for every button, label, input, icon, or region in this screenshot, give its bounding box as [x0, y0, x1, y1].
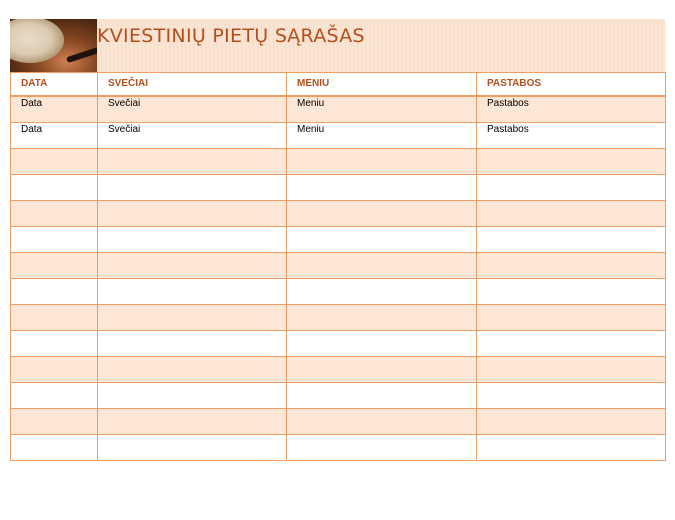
notes-cell[interactable]: [477, 331, 666, 357]
date-cell[interactable]: Data: [11, 96, 98, 123]
table-row: [11, 201, 666, 227]
guests-cell[interactable]: [98, 175, 287, 201]
menu-cell[interactable]: [287, 227, 477, 253]
menu-cell[interactable]: [287, 409, 477, 435]
date-cell[interactable]: [11, 201, 98, 227]
notes-cell[interactable]: Pastabos: [477, 123, 666, 149]
date-cell[interactable]: [11, 279, 98, 305]
date-cell[interactable]: [11, 435, 98, 461]
guests-cell[interactable]: [98, 409, 287, 435]
date-cell[interactable]: [11, 227, 98, 253]
table-row: [11, 149, 666, 175]
table-row: [11, 123, 666, 149]
spoon-shape: [66, 47, 97, 63]
notes-cell[interactable]: [477, 279, 666, 305]
menu-cell[interactable]: [287, 279, 477, 305]
notes-cell[interactable]: [477, 409, 666, 435]
column-header-guests: SVEČIAI: [98, 73, 287, 97]
menu-cell[interactable]: [287, 435, 477, 461]
date-cell[interactable]: [11, 175, 98, 201]
date-cell[interactable]: [11, 409, 98, 435]
guests-cell[interactable]: [98, 305, 287, 331]
menu-cell[interactable]: [287, 305, 477, 331]
notes-cell[interactable]: [477, 201, 666, 227]
dinner-list-table: [10, 72, 666, 461]
page-title: KVIESTINIŲ PIETŲ SĄRAŠAS: [97, 25, 365, 47]
table-row: [11, 383, 666, 409]
notes-cell[interactable]: [477, 305, 666, 331]
date-cell[interactable]: [11, 331, 98, 357]
guests-cell[interactable]: [98, 357, 287, 383]
notes-cell[interactable]: [477, 435, 666, 461]
notes-cell[interactable]: [477, 357, 666, 383]
date-cell[interactable]: [11, 383, 98, 409]
table-row: [11, 279, 666, 305]
notes-cell[interactable]: [477, 253, 666, 279]
menu-cell[interactable]: [287, 383, 477, 409]
table-row: [11, 253, 666, 279]
date-cell[interactable]: [11, 305, 98, 331]
menu-cell[interactable]: [287, 149, 477, 175]
column-header-date: DATA: [11, 73, 98, 97]
guests-cell[interactable]: Svečiai: [98, 123, 287, 149]
notes-cell[interactable]: Pastabos: [477, 96, 666, 123]
menu-cell[interactable]: [287, 331, 477, 357]
date-cell[interactable]: [11, 253, 98, 279]
guests-cell[interactable]: [98, 253, 287, 279]
table-row: [11, 357, 666, 383]
column-header-notes: PASTABOS: [477, 73, 666, 97]
dinner-plate-image: [10, 19, 97, 72]
table-header-row: [11, 73, 666, 97]
guests-cell[interactable]: [98, 227, 287, 253]
guests-cell[interactable]: [98, 149, 287, 175]
menu-cell[interactable]: Meniu: [287, 96, 477, 123]
table-row: [11, 96, 666, 123]
guests-cell[interactable]: Svečiai: [98, 96, 287, 123]
guests-cell[interactable]: [98, 201, 287, 227]
notes-cell[interactable]: [477, 149, 666, 175]
table-body: [11, 96, 666, 461]
notes-cell[interactable]: [477, 175, 666, 201]
table-row: [11, 331, 666, 357]
date-cell[interactable]: [11, 149, 98, 175]
date-cell[interactable]: Data: [11, 123, 98, 149]
table-row: [11, 435, 666, 461]
menu-cell[interactable]: [287, 357, 477, 383]
column-header-menu: MENIU: [287, 73, 477, 97]
menu-cell[interactable]: Meniu: [287, 123, 477, 149]
table-row: [11, 409, 666, 435]
table-row: [11, 305, 666, 331]
guests-cell[interactable]: [98, 435, 287, 461]
menu-cell[interactable]: [287, 201, 477, 227]
notes-cell[interactable]: [477, 383, 666, 409]
menu-cell[interactable]: [287, 253, 477, 279]
table-row: [11, 227, 666, 253]
date-cell[interactable]: [11, 357, 98, 383]
menu-cell[interactable]: [287, 175, 477, 201]
guests-cell[interactable]: [98, 383, 287, 409]
guests-cell[interactable]: [98, 331, 287, 357]
plate-shape: [10, 19, 64, 63]
guests-cell[interactable]: [98, 279, 287, 305]
notes-cell[interactable]: [477, 227, 666, 253]
table-row: [11, 175, 666, 201]
